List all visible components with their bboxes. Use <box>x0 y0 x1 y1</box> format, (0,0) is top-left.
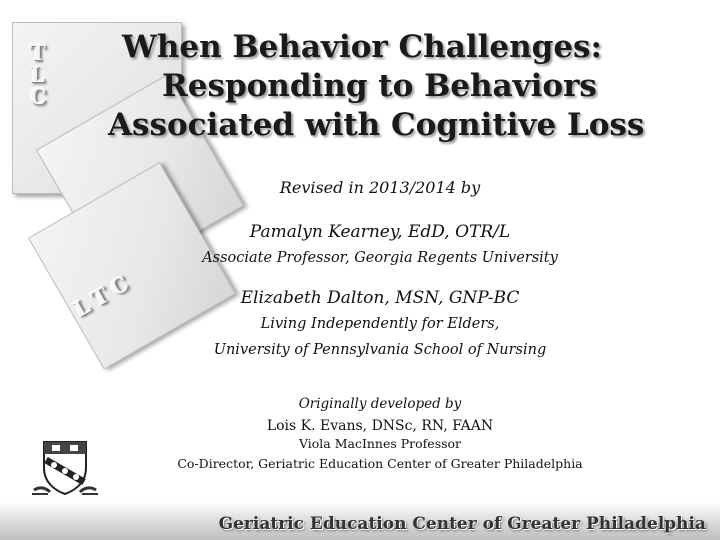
title-line-2: Responding to Behaviors <box>162 68 597 104</box>
author-2-affiliation-1: Living Independently for Elders, <box>260 316 500 332</box>
title-line-3: Associated with Cognitive Loss <box>108 107 645 143</box>
logo-letter: L <box>69 292 95 322</box>
logo-letter: C <box>30 84 47 109</box>
footer-bar <box>0 502 720 540</box>
author-1-affiliation: Associate Professor, Georgia Regents University <box>202 250 558 266</box>
original-author-title-1: Viola MacInnes Professor <box>298 436 462 451</box>
author-2-name: Elizabeth Dalton, MSN, GNP-BC <box>240 288 520 308</box>
title-line-1: When Behavior Challenges: <box>122 29 602 65</box>
original-author-title-2: Co-Director, Geriatric Education Center of Greater Philadelphia <box>177 456 583 471</box>
footer-title: Geriatric Education Center of Greater Philadelphia <box>218 514 706 534</box>
slide-title <box>100 28 710 145</box>
logo-letter: L <box>30 62 45 87</box>
original-developer-label: Originally developed by <box>298 396 462 412</box>
logo-letter: T <box>86 282 114 312</box>
logo-letter: C <box>105 270 133 301</box>
revised-label: Revised in 2013/2014 by <box>279 178 481 197</box>
tlc-logo <box>30 42 47 108</box>
original-author-name: Lois K. Evans, DNSc, RN, FAAN <box>266 418 494 434</box>
logo-letter: T <box>30 40 46 65</box>
author-1-name: Pamalyn Kearney, EdD, OTR/L <box>249 222 511 242</box>
university-seal-icon <box>30 438 100 500</box>
author-2-affiliation-2: University of Pennsylvania School of Nursing <box>213 342 547 358</box>
